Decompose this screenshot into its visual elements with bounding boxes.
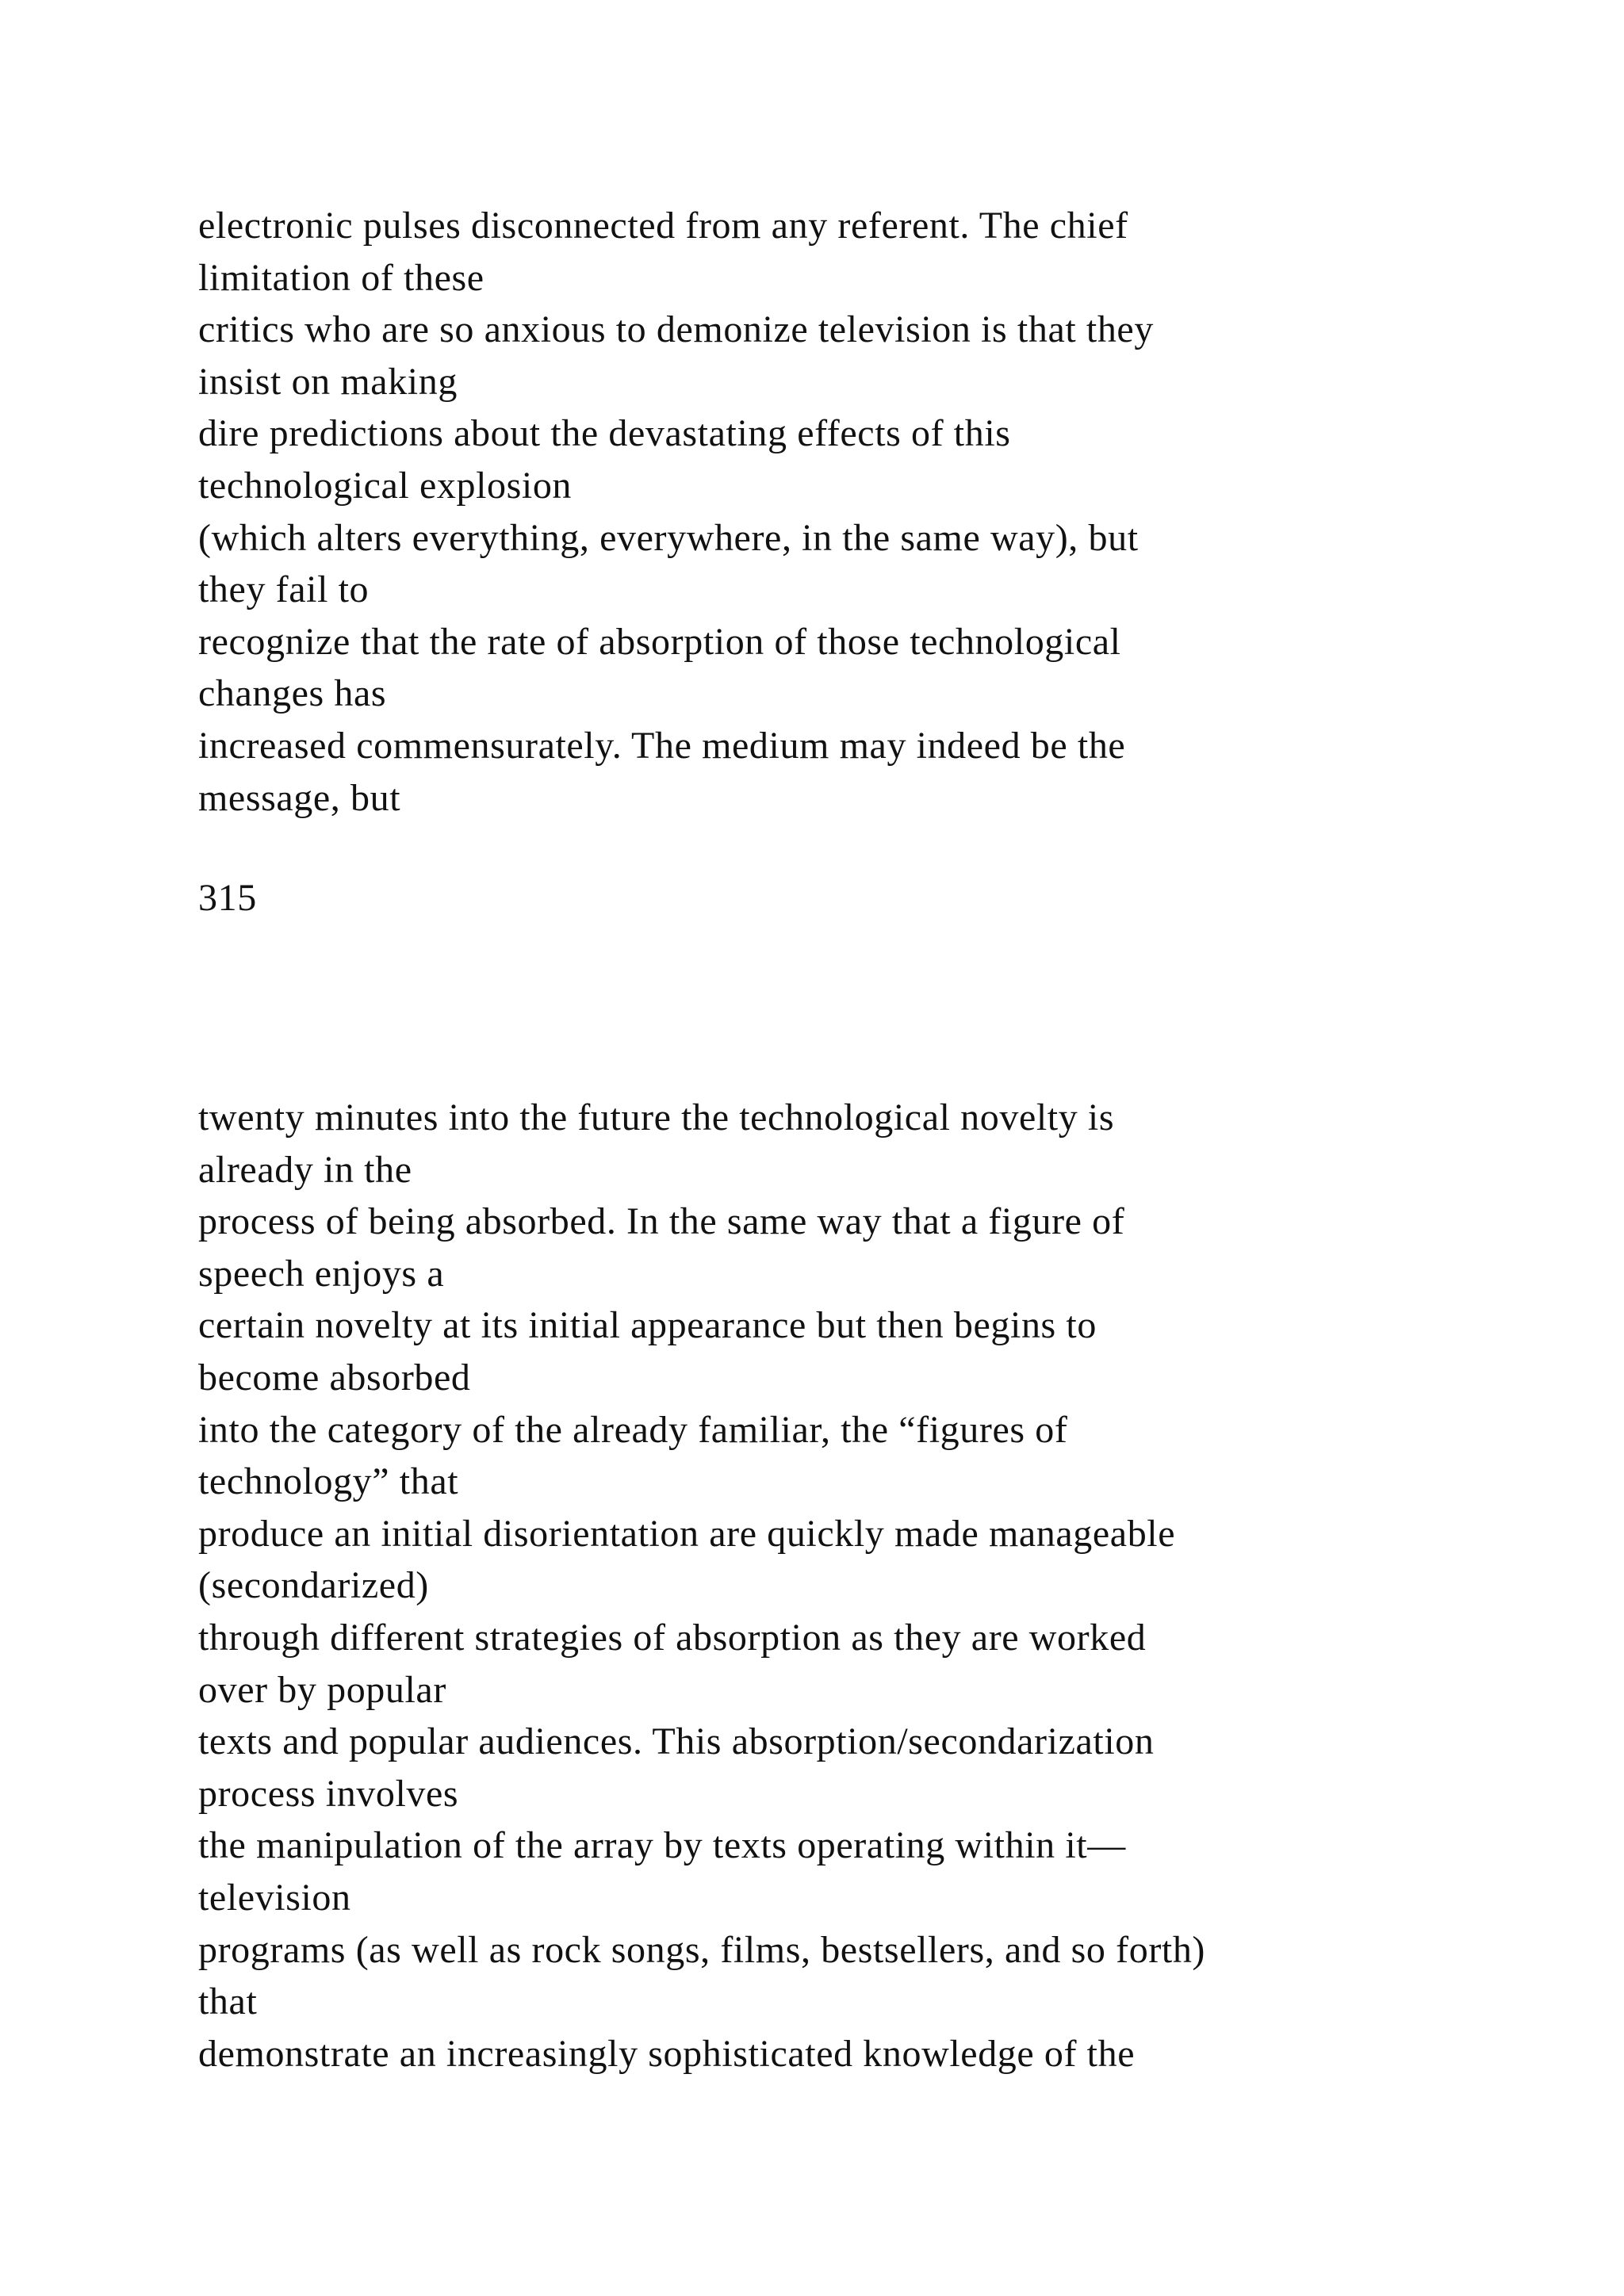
- text-line: that: [198, 1980, 258, 2023]
- text-line: through different strategies of absorption as they are worked: [198, 1616, 1147, 1659]
- text-line: technological explosion: [198, 464, 573, 507]
- page-number: 315: [198, 877, 257, 919]
- text-line: programs (as well as rock songs, films, bestsellers, and so forth): [198, 1928, 1206, 1971]
- text-line: speech enjoys a: [198, 1252, 445, 1295]
- text-line: become absorbed: [198, 1356, 471, 1399]
- text-line: process of being absorbed. In the same way that a figure of: [198, 1200, 1125, 1243]
- text-line: over by popular: [198, 1668, 446, 1711]
- text-line: message, but: [198, 776, 401, 819]
- text-block-upper: [198, 200, 1546, 824]
- text-line: increased commensurately. The medium may indeed be the: [198, 724, 1126, 767]
- text-line: the manipulation of the array by texts operating within it—: [198, 1824, 1126, 1867]
- text-line: they fail to: [198, 568, 370, 611]
- text-line: already in the: [198, 1148, 412, 1191]
- text-line: limitation of these: [198, 256, 485, 299]
- text-line: insist on making: [198, 360, 458, 403]
- text-line: (secondarized): [198, 1564, 429, 1607]
- text-line: process involves: [198, 1772, 459, 1815]
- text-line: recognize that the rate of absorption of those technological: [198, 620, 1121, 663]
- text-line: texts and popular audiences. This absorption/secondarization: [198, 1720, 1155, 1763]
- text-line: dire predictions about the devastating effects of this: [198, 412, 1011, 455]
- text-line: technology” that: [198, 1460, 459, 1503]
- text-line: produce an initial disorientation are quickly made manageable: [198, 1512, 1176, 1555]
- text-line: television: [198, 1876, 351, 1919]
- text-line: into the category of the already familiar, the “figures of: [198, 1408, 1068, 1451]
- text-line: (which alters everything, everywhere, in the same way), but: [198, 516, 1139, 559]
- text-line: demonstrate an increasingly sophisticated knowledge of the: [198, 2032, 1136, 2075]
- text-line: critics who are so anxious to demonize television is that they: [198, 308, 1154, 351]
- text-line: certain novelty at its initial appearance but then begins to: [198, 1304, 1097, 1347]
- text-line: electronic pulses disconnected from any referent. The chief: [198, 205, 1128, 247]
- text-line: changes has: [198, 672, 387, 715]
- text-line: twenty minutes into the future the technological novelty is: [198, 1096, 1115, 1138]
- text-block-lower: [198, 1092, 1546, 2080]
